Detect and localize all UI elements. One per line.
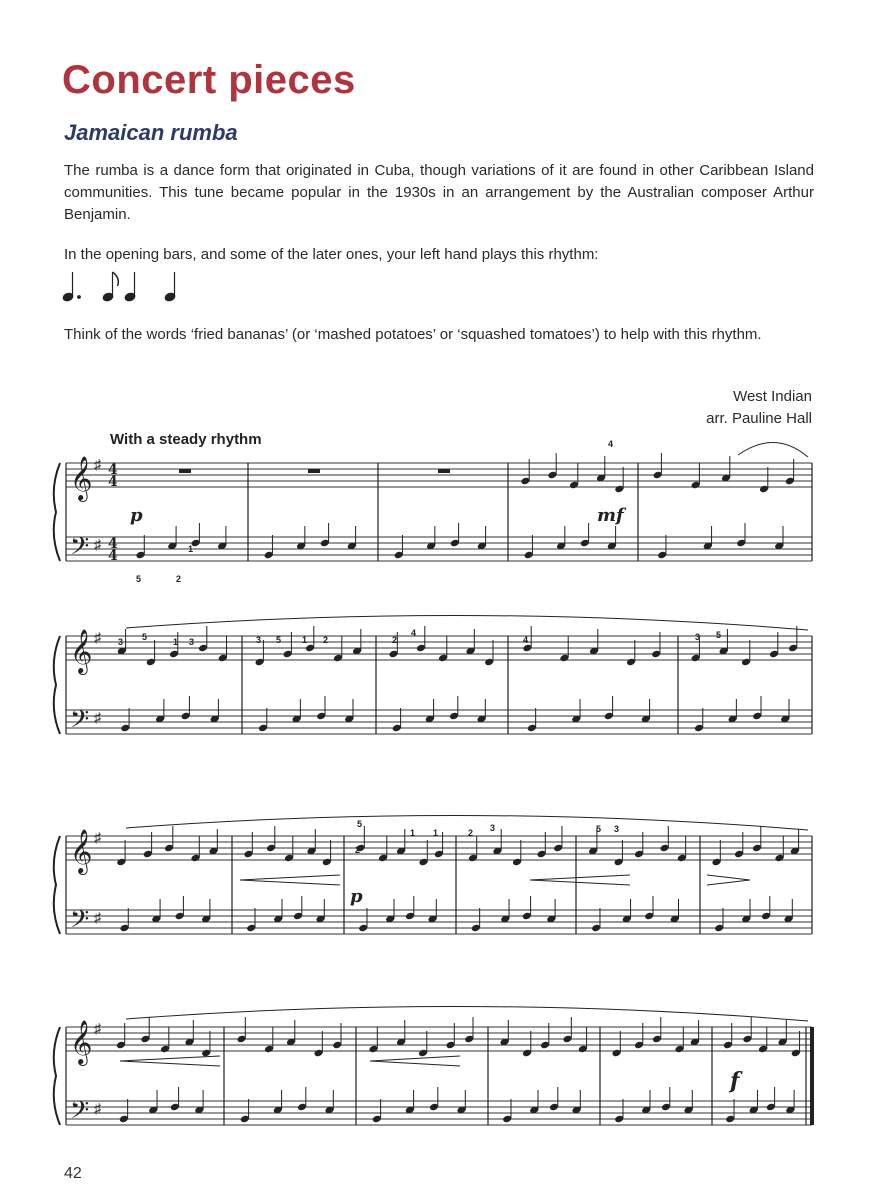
- treble-clef-icon: 𝄞: [70, 456, 93, 500]
- fingering-number: 3: [256, 635, 262, 645]
- dynamic-mf: mf: [597, 505, 624, 526]
- whole-rest-icon: [308, 469, 320, 473]
- key-signature-sharp-icon: ♯: [94, 909, 101, 925]
- fingering-number: 3: [118, 637, 124, 647]
- brace: [54, 1027, 60, 1125]
- key-signature-sharp-icon: ♯: [94, 1020, 101, 1036]
- tempo-marking: With a steady rhythm: [110, 431, 262, 448]
- words-paragraph: Think of the words ‘fried bananas’ (or ‘mashed potatoes’ or ‘squashed tomatoes’) to help with this rhythm.: [64, 326, 762, 343]
- slur: [738, 442, 808, 457]
- fingering-number: 1: [433, 828, 439, 838]
- fingering-number: 3: [189, 637, 195, 647]
- fingering-number: 4: [411, 628, 417, 638]
- fingering-number: 5: [276, 635, 282, 645]
- treble-clef-icon: 𝄞: [70, 629, 93, 673]
- key-signature-sharp-icon: ♯: [94, 829, 101, 845]
- rhythm-example: [62, 272, 176, 302]
- fingering-number: 2: [392, 635, 398, 645]
- fingering-number: 5: [142, 632, 148, 642]
- bass-clef-icon: 𝄢: [70, 705, 90, 740]
- page-number: 42: [64, 1165, 82, 1182]
- bass-clef-icon: 𝄢: [70, 532, 90, 567]
- fingering-number: 2: [355, 845, 361, 855]
- fingering-number: 1: [410, 828, 416, 838]
- treble-clef-icon: 𝄞: [70, 1020, 93, 1064]
- slur: [126, 1006, 808, 1021]
- crescendo-hairpin: [370, 1056, 460, 1066]
- fingering-number: 1: [173, 637, 179, 647]
- key-signature-sharp-icon: ♯: [94, 536, 101, 552]
- arranger-credit: arr. Pauline Hall: [706, 410, 812, 427]
- whole-rest-icon: [438, 469, 450, 473]
- diminuendo-hairpin: [707, 875, 750, 885]
- whole-rest-icon: [179, 469, 191, 473]
- fingering-number: 5: [136, 574, 142, 584]
- key-signature-sharp-icon: ♯: [94, 456, 101, 472]
- fingering-number: 5: [357, 819, 363, 829]
- key-signature-sharp-icon: ♯: [94, 1100, 101, 1116]
- crescendo-hairpin: [240, 875, 340, 885]
- time-signature-numerator: 4: [108, 536, 118, 552]
- fingering-number: 4: [608, 439, 614, 449]
- bass-clef-icon: 𝄢: [70, 905, 90, 940]
- brace: [54, 836, 60, 934]
- fingering-number: 1: [302, 635, 308, 645]
- page-title: Concert pieces: [62, 58, 356, 102]
- dynamic-p: p: [350, 886, 363, 907]
- origin-credit: West Indian: [733, 388, 812, 405]
- bass-clef-icon: 𝄢: [70, 1096, 90, 1131]
- fingering-number: 5: [716, 630, 722, 640]
- time-signature-denominator: 4: [108, 474, 118, 490]
- brace: [54, 463, 60, 561]
- system-1: [54, 442, 812, 567]
- fingering-number: 3: [614, 824, 620, 834]
- dynamic-p: p: [130, 505, 143, 526]
- fingering-number: 2: [176, 574, 182, 584]
- time-signature-numerator: 4: [108, 462, 118, 478]
- slur: [126, 815, 808, 830]
- fingering-number: 3: [695, 632, 701, 642]
- score-systems: [54, 439, 812, 1131]
- treble-clef-icon: 𝄞: [70, 829, 93, 873]
- fingering-number: 2: [323, 635, 329, 645]
- key-signature-sharp-icon: ♯: [94, 709, 101, 725]
- brace: [54, 636, 60, 734]
- time-signature-denominator: 4: [108, 548, 118, 564]
- crescendo-hairpin: [530, 875, 630, 885]
- fingering-number: 4: [523, 635, 529, 645]
- fingering-number: 1: [188, 544, 194, 554]
- rhythm-paragraph: In the opening bars, and some of the later ones, your left hand plays this rhythm:: [64, 246, 599, 263]
- key-signature-sharp-icon: ♯: [94, 629, 101, 645]
- piece-title: Jamaican rumba: [64, 120, 238, 145]
- fingering-number: 2: [468, 828, 474, 838]
- intro-paragraph: The rumba is a dance form that originated in Cuba, though variations of it are found in other Caribbean Island communities. This tune became popular in the 1930s in an arrangement by the Australian composer Arthur Benjamin.: [64, 162, 814, 223]
- crescendo-hairpin: [120, 1056, 220, 1066]
- slur: [126, 615, 808, 630]
- dynamic-f: f: [730, 1068, 740, 1094]
- fingering-number: 3: [490, 823, 496, 833]
- system-4: [54, 1006, 812, 1131]
- fingering-number: 5: [596, 824, 602, 834]
